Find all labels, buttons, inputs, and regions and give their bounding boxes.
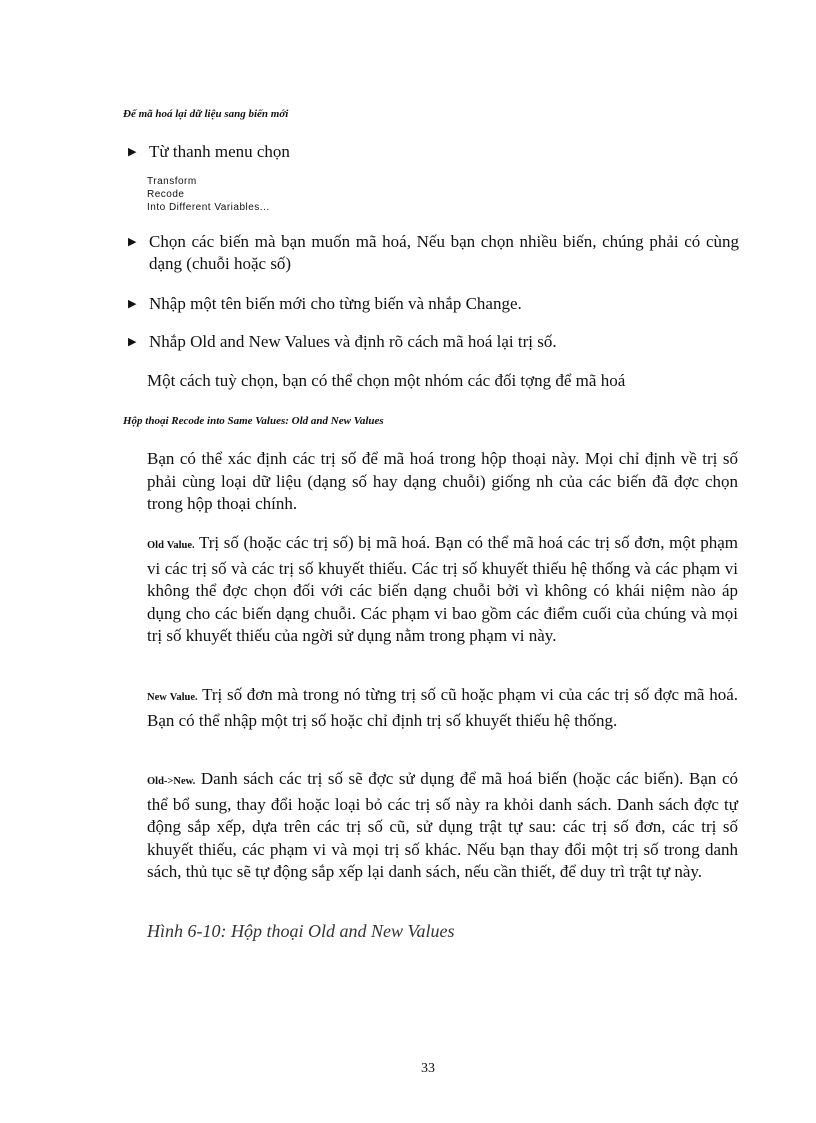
- triangle-bullet-icon: ▶: [128, 336, 137, 348]
- triangle-bullet-icon: ▶: [128, 146, 137, 158]
- bullet-text: Nhập một tên biến mới cho từng biến và nhắp Change.: [149, 294, 522, 313]
- definition-old-value: [147, 532, 738, 648]
- definition-term: Old->New.: [147, 776, 196, 787]
- definition-term: New Value.: [147, 692, 198, 703]
- definition-text: Danh sách các trị số sẽ đợc sử dụng để mã hoá biến (hoặc các biến). Bạn có thể bổ sung, thay đổi hoặc loại bỏ các trị số này ra khỏi danh sách. Danh sách đợc tự động sắp xếp, dựa trên các trị số cũ, sử dụng trật tự sau: các trị số đơn, các trị số khuyết thiếu, các phạm vi và mọi trị số khác. Nếu bạn thay đổi một trị số trong danh sách, thủ tục sẽ tự động sắp xếp lại danh sách, nếu cần thiết, để duy trì trật tự này.: [147, 769, 738, 881]
- triangle-bullet-icon: ▶: [128, 298, 137, 310]
- definition-new-value: [147, 684, 738, 732]
- menu-path-step: Into Different Variables...: [147, 202, 270, 213]
- menu-path: [147, 175, 270, 214]
- menu-path-step: Transform: [147, 176, 197, 187]
- definition-text: Trị số (hoặc các trị số) bị mã hoá. Bạn có thể mã hoá các trị số đơn, một phạm vi các trị số và các trị số khuyết thiếu. Các trị số khuyết thiếu hệ thống và các phạm vi không thể đợc chọn đối với các biến dạng chuỗi bởi vì không có khái niệm nào áp dụng cho các biến dạng chuỗi. Các phạm vi bao gồm các điểm cuối của chúng và mọi trị số khuyết thiếu của ngời sử dụng nằm trong phạm vi này.: [147, 533, 738, 645]
- intro-paragraph: Bạn có thể xác định các trị số để mã hoá trong hộp thoại này. Mọi chỉ định về trị số phải cùng loại dữ liệu (dạng số hay dạng chuỗi) giống nh của các biến đã đợc chọn trong hộp thoại chính.: [147, 449, 738, 513]
- heading-recode: Để mã hoá lại dữ liệu sang biến mới: [123, 108, 289, 120]
- bullet-text: Nhắp Old and New Values và định rõ cách mã hoá lại trị số.: [149, 332, 557, 351]
- definition-text: Trị số đơn mà trong nó từng trị số cũ hoặc phạm vi của các trị số đợc mã hoá. Bạn có thể nhập một trị số hoặc chỉ định trị số khuyết thiếu hệ thống.: [147, 685, 738, 730]
- definition-old-new: [147, 768, 738, 884]
- definition-term: Old Value.: [147, 540, 195, 551]
- triangle-bullet-icon: ▶: [128, 236, 137, 248]
- bullet-text: Chọn các biến mà bạn muốn mã hoá, Nếu bạn chọn nhiều biến, chúng phải có cùng dạng (chuỗi hoặc số): [149, 232, 739, 273]
- optional-note: Một cách tuỳ chọn, bạn có thể chọn một nhóm các đối tợng để mã hoá: [147, 371, 626, 390]
- menu-path-step: Recode: [147, 189, 185, 200]
- figure-caption: Hình 6-10: Hộp thoại Old and New Values: [147, 921, 455, 941]
- page-number: 33: [421, 1061, 435, 1076]
- bullet-text: Từ thanh menu chọn: [149, 142, 290, 161]
- heading-dialog: Hộp thoại Recode into Same Values: Old and New Values: [123, 415, 384, 427]
